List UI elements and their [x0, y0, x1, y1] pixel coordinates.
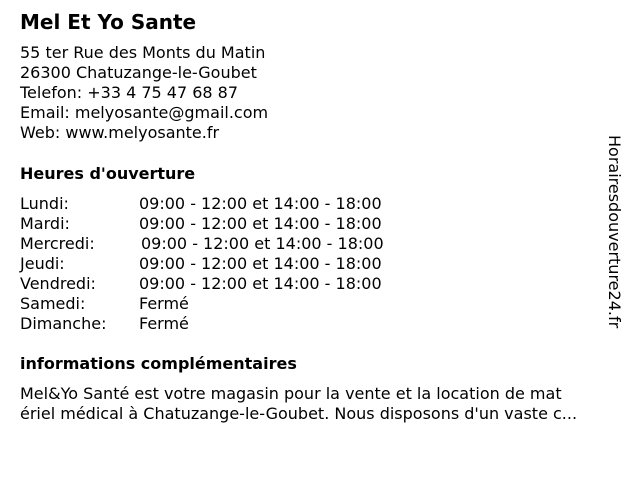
time-value: 09:00 - 12:00 et 14:00 - 18:00 [139, 214, 382, 233]
site-watermark: Horairesdouverture24.fr [605, 135, 624, 329]
day-label: Vendredi: [20, 274, 96, 293]
description-line: ériel médical à Chatuzange-le-Goubet. Nous disposons d'un vaste c... [20, 404, 578, 423]
day-label: Mercredi: [20, 234, 95, 253]
description-line: Mel&Yo Santé est votre magasin pour la vente et la location de mat [20, 384, 562, 403]
day-label: Dimanche: [20, 314, 107, 333]
time-value: 09:00 - 12:00 et 14:00 - 18:00 [141, 234, 384, 253]
time-value: 09:00 - 12:00 et 14:00 - 18:00 [139, 194, 382, 213]
email-address: Email: melyosante@gmail.com [20, 103, 269, 122]
time-value: 09:00 - 12:00 et 14:00 - 18:00 [139, 274, 382, 293]
phone-number: Telefon: +33 4 75 47 68 87 [20, 83, 239, 102]
day-label: Jeudi: [20, 254, 65, 273]
time-value: 09:00 - 12:00 et 14:00 - 18:00 [139, 254, 382, 273]
day-label: Lundi: [20, 194, 69, 213]
time-value: Fermé [139, 294, 189, 313]
day-label: Samedi: [20, 294, 86, 313]
business-name: Mel Et Yo Sante [20, 10, 197, 34]
description-text [20, 384, 630, 424]
day-label: Mardi: [20, 214, 70, 233]
hours-heading: Heures d'ouverture [20, 164, 196, 183]
time-value: Fermé [139, 314, 189, 333]
address-street: 55 ter Rue des Monts du Matin [20, 43, 266, 62]
contact-block [20, 43, 268, 143]
website: Web: www.melyosante.fr [20, 123, 220, 142]
info-heading: informations complémentaires [20, 354, 297, 373]
address-city: 26300 Chatuzange-le-Goubet [20, 63, 257, 82]
